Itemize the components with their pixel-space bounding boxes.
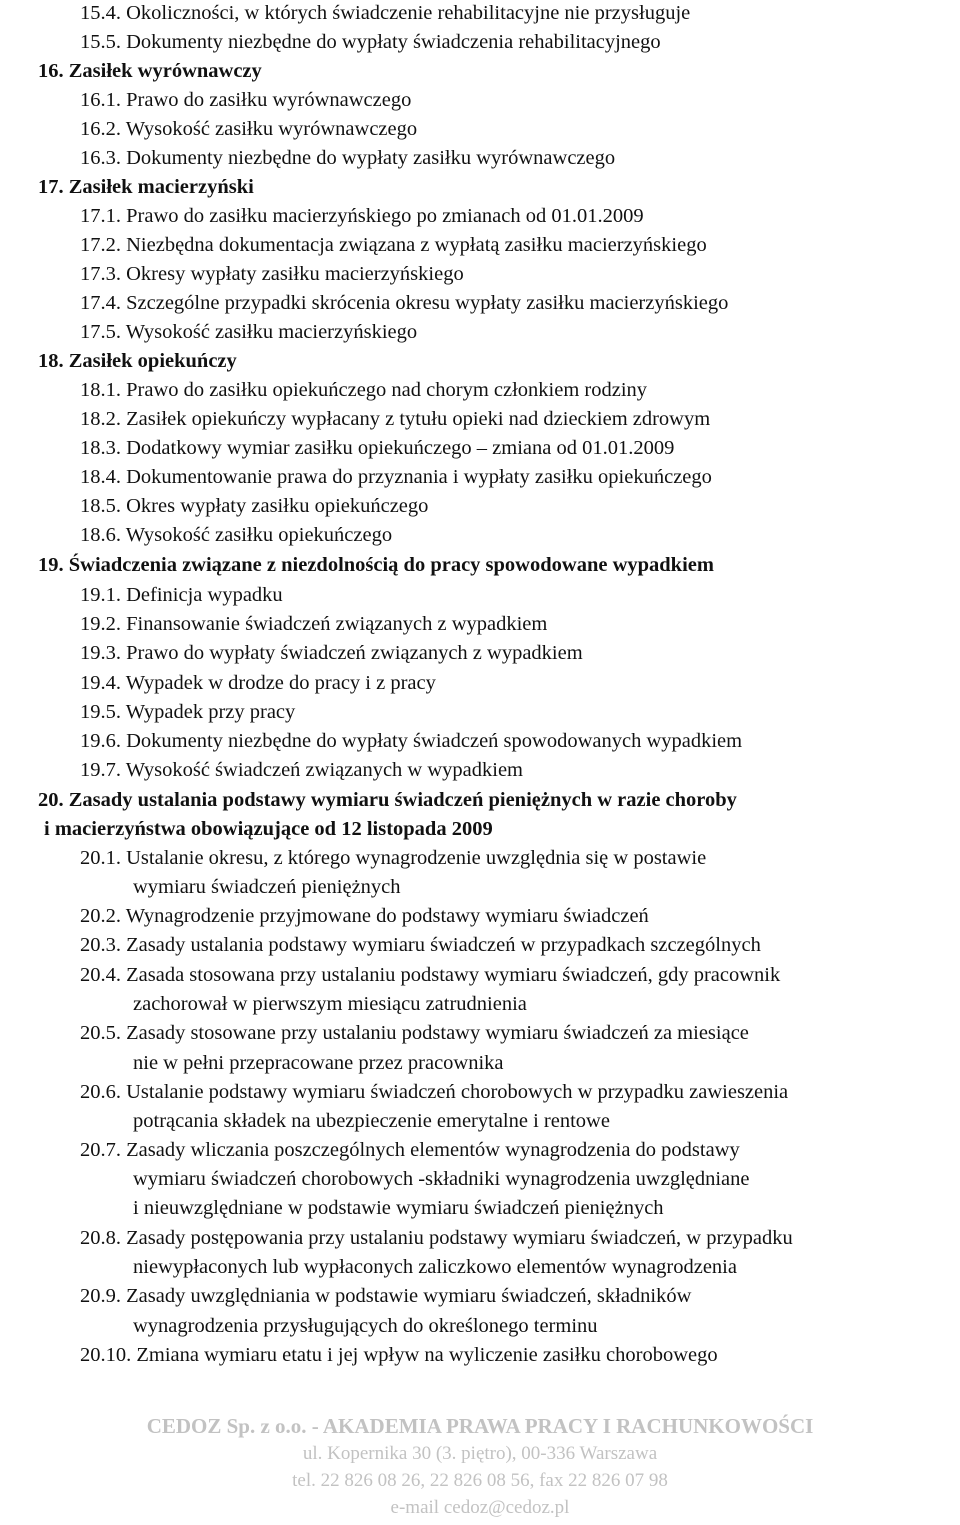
section-heading: i macierzyństwa obowiązujące od 12 listopada 2009: [44, 818, 493, 840]
toc-entry: 20.6. Ustalanie podstawy wymiaru świadczeń chorobowych w przypadku zawieszenia: [80, 1081, 789, 1103]
toc-entry: 17.2. Niezbędna dokumentacja związana z wypłatą zasiłku macierzyńskiego: [80, 234, 707, 256]
toc-entry: 20.10. Zmiana wymiaru etatu i jej wpływ na wyliczenie zasiłku chorobowego: [80, 1344, 718, 1366]
toc-entry: 18.3. Dodatkowy wymiar zasiłku opiekuńczego – zmiana od 01.01.2009: [80, 437, 675, 459]
toc-entry: 20.5. Zasady stosowane przy ustalaniu podstawy wymiaru świadczeń za miesiące: [80, 1022, 749, 1044]
toc-entry: 15.5. Dokumenty niezbędne do wypłaty świadczenia rehabilitacyjnego: [80, 31, 661, 53]
toc-entry: 19.7. Wysokość świadczeń związanych w wypadkiem: [80, 759, 523, 781]
footer-phones: tel. 22 826 08 26, 22 826 08 56, fax 22 826 07 98: [292, 1470, 668, 1491]
toc-entry: 20.2. Wynagrodzenie przyjmowane do podstawy wymiaru świadczeń: [80, 905, 649, 927]
toc-entry: 18.1. Prawo do zasiłku opiekuńczego nad chorym członkiem rodziny: [80, 379, 648, 401]
toc-entry: 20.4. Zasada stosowana przy ustalaniu podstawy wymiaru świadczeń, gdy pracownik: [80, 964, 781, 986]
toc-entry: 17.5. Wysokość zasiłku macierzyńskiego: [80, 321, 418, 343]
toc-entry: wynagrodzenia przysługujących do określonego terminu: [133, 1315, 598, 1337]
toc-entry: 18.6. Wysokość zasiłku opiekuńczego: [80, 524, 393, 546]
toc-entry: 20.7. Zasady wliczania poszczególnych elementów wynagrodzenia do podstawy: [80, 1139, 740, 1161]
toc-entry: 20.3. Zasady ustalania podstawy wymiaru świadczeń w przypadkach szczególnych: [80, 934, 761, 956]
toc-entry: 19.1. Definicja wypadku: [80, 584, 283, 606]
toc-entry: 18.5. Okres wypłaty zasiłku opiekuńczego: [80, 495, 429, 517]
toc-entry: 18.2. Zasiłek opiekuńczy wypłacany z tytułu opieki nad dzieckiem zdrowym: [80, 408, 711, 430]
toc-entry: niewypłaconych lub wypłaconych zaliczkowo elementów wynagrodzenia: [133, 1256, 737, 1278]
footer-email: e-mail cedoz@cedoz.pl: [390, 1497, 570, 1518]
section-heading: 17. Zasiłek macierzyński: [38, 176, 254, 198]
toc-entry: 17.1. Prawo do zasiłku macierzyńskiego po zmianach od 01.01.2009: [80, 205, 644, 227]
toc-entry: 19.3. Prawo do wypłaty świadczeń związanych z wypadkiem: [80, 642, 583, 664]
toc-entry: nie w pełni przepracowane przez pracownika: [133, 1052, 504, 1074]
section-heading: 19. Świadczenia związane z niezdolnością do pracy spowodowane wypadkiem: [38, 554, 714, 576]
toc-entry: 16.1. Prawo do zasiłku wyrównawczego: [80, 89, 412, 111]
toc-entry: 19.4. Wypadek w drodze do pracy i z pracy: [80, 672, 436, 694]
toc-entry: 19.5. Wypadek przy pracy: [80, 701, 296, 723]
toc-entry: 20.1. Ustalanie okresu, z którego wynagrodzenie uwzględnia się w postawie: [80, 847, 707, 869]
section-heading: 16. Zasiłek wyrównawczy: [38, 60, 262, 82]
footer-company: CEDOZ Sp. z o.o. - AKADEMIA PRAWA PRACY I RACHUNKOWOŚCI: [146, 1414, 814, 1438]
toc-entry: 20.8. Zasady postępowania przy ustalaniu podstawy wymiaru świadczeń, w przypadku: [80, 1227, 793, 1249]
toc-entry: zachorował w pierwszym miesiącu zatrudnienia: [133, 993, 527, 1015]
toc-entry: 19.6. Dokumenty niezbędne do wypłaty świadczeń spowodowanych wypadkiem: [80, 730, 743, 752]
toc-entry: wymiaru świadczeń pieniężnych: [133, 876, 401, 898]
toc-entry: 16.2. Wysokość zasiłku wyrównawczego: [80, 118, 418, 140]
toc-entry: 20.9. Zasady uwzględniania w podstawie wymiaru świadczeń, składników: [80, 1285, 692, 1307]
toc-entry: i nieuwzględniane w podstawie wymiaru świadczeń pieniężnych: [133, 1197, 664, 1219]
toc-entry: 19.2. Finansowanie świadczeń związanych z wypadkiem: [80, 613, 548, 635]
toc-entry: 16.3. Dokumenty niezbędne do wypłaty zasiłku wyrównawczego: [80, 147, 616, 169]
toc-entry: 17.4. Szczególne przypadki skrócenia okresu wypłaty zasiłku macierzyńskiego: [80, 292, 729, 314]
toc-entry: wymiaru świadczeń chorobowych -składniki wynagrodzenia uwzględniane: [133, 1168, 750, 1190]
toc-entry: potrącania składek na ubezpieczenie emerytalne i rentowe: [133, 1110, 610, 1132]
section-heading: 20. Zasady ustalania podstawy wymiaru świadczeń pieniężnych w razie choroby: [38, 789, 737, 811]
footer-address: ul. Kopernika 30 (3. piętro), 00-336 Warszawa: [302, 1443, 658, 1464]
section-heading: 18. Zasiłek opiekuńczy: [38, 350, 237, 372]
toc-entry: 18.4. Dokumentowanie prawa do przyznania i wypłaty zasiłku opiekuńczego: [80, 466, 712, 488]
toc-entry: 15.4. Okoliczności, w których świadczenie rehabilitacyjne nie przysługuje: [80, 2, 691, 24]
toc-entry: 17.3. Okresy wypłaty zasiłku macierzyńskiego: [80, 263, 464, 285]
